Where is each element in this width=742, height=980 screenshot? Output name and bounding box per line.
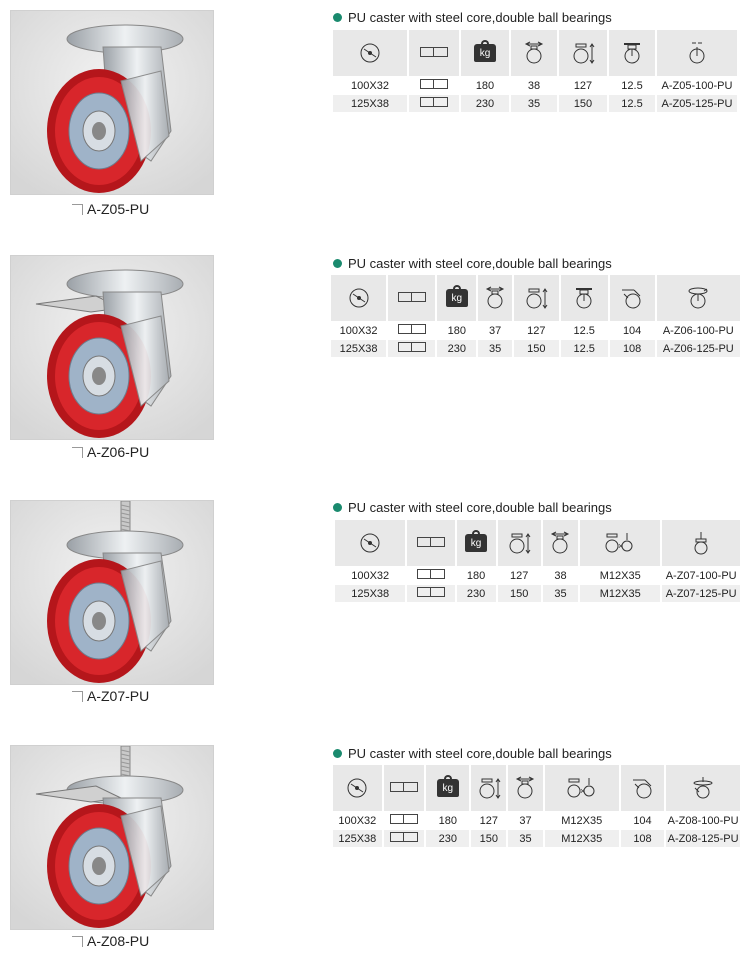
spec-row <box>331 340 741 358</box>
spec-cell: 125X38 <box>335 585 406 603</box>
product-section <box>0 245 742 490</box>
bearing-icon <box>420 79 448 89</box>
product-caption <box>72 933 212 949</box>
height-icon <box>507 531 531 555</box>
caster-photo <box>10 10 214 195</box>
spec-cell: 38 <box>510 77 558 95</box>
caster-photo <box>10 745 214 930</box>
spec-header-cell <box>383 765 425 812</box>
spec-header-cell <box>510 30 558 77</box>
spec-header-cell <box>460 30 510 77</box>
product-name: A-Z08-PU <box>87 933 150 949</box>
spec-header-cell <box>335 520 406 567</box>
spec-header-cell <box>620 765 666 812</box>
corner-mark-icon <box>72 204 83 215</box>
product-title <box>333 746 612 761</box>
bearing-icon <box>390 832 418 842</box>
corner-mark-icon <box>72 936 83 947</box>
spec-cell: 100X32 <box>331 322 387 340</box>
spec-cell: 180 <box>436 322 477 340</box>
spec-header-cell <box>507 765 544 812</box>
wheel-icon <box>345 776 369 800</box>
thread-icon <box>567 776 597 800</box>
spec-header-cell <box>542 520 579 567</box>
width-icon <box>483 286 507 310</box>
spec-cell: 100X32 <box>333 812 383 830</box>
spec-row <box>333 812 741 830</box>
spec-cell: M12X35 <box>579 567 661 585</box>
stem-brake-icon <box>691 776 715 800</box>
spec-header-cell <box>665 765 741 812</box>
spec-table <box>331 275 742 357</box>
spec-table <box>333 765 742 847</box>
corner-mark-icon <box>72 691 83 702</box>
corner-mark-icon <box>72 447 83 458</box>
spec-cell: 35 <box>510 95 558 113</box>
spec-cell: M12X35 <box>544 812 620 830</box>
spec-cell: 12.5 <box>560 322 609 340</box>
spec-cell: 230 <box>456 585 497 603</box>
spec-table <box>335 520 742 602</box>
bearing-cell <box>406 567 455 585</box>
height-icon <box>571 41 595 65</box>
wheel-icon <box>358 41 382 65</box>
product-section <box>0 0 742 245</box>
spec-cell: 35 <box>507 830 544 848</box>
spec-cell: 230 <box>436 340 477 358</box>
spec-cell: 108 <box>609 340 656 358</box>
spec-header-cell <box>408 30 460 77</box>
spec-cell: 108 <box>620 830 666 848</box>
spec-row <box>331 322 741 340</box>
spec-cell: 38 <box>542 567 579 585</box>
spec-cell: A-Z07-100-PU <box>661 567 741 585</box>
spec-cell: 12.5 <box>560 340 609 358</box>
spec-cell: 180 <box>460 77 510 95</box>
bearing-icon <box>398 342 426 352</box>
bearing-icon <box>398 292 426 302</box>
spec-row <box>335 567 741 585</box>
spec-cell: 35 <box>542 585 579 603</box>
offset-icon <box>572 286 596 310</box>
product-name: A-Z06-PU <box>87 444 150 460</box>
product-title-text: PU caster with steel core,double ball bearings <box>348 256 612 271</box>
stem-icon <box>689 531 713 555</box>
product-title <box>333 10 612 25</box>
spec-header-cell <box>661 520 741 567</box>
width-icon <box>513 776 537 800</box>
bearing-icon <box>420 47 448 57</box>
product-name: A-Z07-PU <box>87 688 150 704</box>
bearing-icon <box>398 324 426 334</box>
product-name: A-Z05-PU <box>87 201 150 217</box>
thread-icon <box>605 531 635 555</box>
caster-photo-svg <box>11 11 213 194</box>
spec-cell: 150 <box>558 95 608 113</box>
spec-header-cell <box>579 520 661 567</box>
bearing-icon <box>390 782 418 792</box>
caster-photo-svg <box>11 746 213 929</box>
spec-cell: A-Z07-125-PU <box>661 585 741 603</box>
svg-text:×: × <box>579 786 586 796</box>
svg-text:×: × <box>618 541 624 551</box>
spec-header-cell <box>544 765 620 812</box>
product-caption <box>72 201 212 217</box>
spec-cell: A-Z06-125-PU <box>656 340 741 358</box>
bullet-dot-icon <box>333 259 342 268</box>
kg-weight-icon: kg <box>437 779 459 797</box>
spec-cell: 150 <box>513 340 560 358</box>
product-title <box>333 500 612 515</box>
spec-cell: M12X35 <box>579 585 661 603</box>
spec-header-cell <box>560 275 609 322</box>
spec-header-row <box>333 30 738 77</box>
spec-cell: 125X38 <box>331 340 387 358</box>
spec-cell: 37 <box>507 812 544 830</box>
spec-header-cell <box>387 275 436 322</box>
bearing-cell <box>406 585 455 603</box>
spec-cell: A-Z08-100-PU <box>665 812 741 830</box>
spec-cell: 100X32 <box>333 77 408 95</box>
kg-weight-icon: kg <box>474 44 496 62</box>
spec-row <box>333 77 738 95</box>
spec-cell: A-Z05-100-PU <box>656 77 738 95</box>
spec-header-cell <box>425 765 470 812</box>
spec-row <box>333 95 738 113</box>
spec-cell: 35 <box>477 340 513 358</box>
spec-cell: 127 <box>513 322 560 340</box>
spec-cell: 100X32 <box>335 567 406 585</box>
spec-header-cell <box>436 275 477 322</box>
spec-cell: 125X38 <box>333 830 383 848</box>
height-icon <box>477 776 501 800</box>
spec-header-cell <box>470 765 507 812</box>
spec-cell: 150 <box>497 585 542 603</box>
spec-cell: A-Z08-125-PU <box>665 830 741 848</box>
spec-cell: 127 <box>558 77 608 95</box>
swivel-icon <box>685 41 709 65</box>
caster-photo-svg <box>11 256 213 439</box>
bearing-cell <box>387 322 436 340</box>
spec-header-cell <box>497 520 542 567</box>
caster-photo-svg <box>11 501 213 684</box>
brake-icon <box>631 776 655 800</box>
bullet-dot-icon <box>333 13 342 22</box>
spec-row <box>335 585 741 603</box>
spec-header-cell <box>406 520 455 567</box>
spec-cell: 180 <box>456 567 497 585</box>
bearing-cell <box>387 340 436 358</box>
product-title-text: PU caster with steel core,double ball bearings <box>348 500 612 515</box>
spec-header-row <box>331 275 741 322</box>
spec-cell: 180 <box>425 812 470 830</box>
spec-cell: M12X35 <box>544 830 620 848</box>
kg-weight-icon: kg <box>446 289 468 307</box>
spec-cell: 12.5 <box>608 77 656 95</box>
height-icon <box>524 286 548 310</box>
caster-photo <box>10 500 214 685</box>
spec-header-cell <box>477 275 513 322</box>
bullet-dot-icon <box>333 503 342 512</box>
spec-cell: 104 <box>609 322 656 340</box>
spec-table <box>333 30 739 112</box>
bearing-icon <box>417 537 445 547</box>
spec-header-cell <box>333 30 408 77</box>
product-title-text: PU caster with steel core,double ball bearings <box>348 746 612 761</box>
spec-cell: 125X38 <box>333 95 408 113</box>
spec-header-cell <box>456 520 497 567</box>
width-icon <box>522 41 546 65</box>
bearing-cell <box>383 830 425 848</box>
spec-header-cell <box>656 275 741 322</box>
spec-cell: 127 <box>497 567 542 585</box>
spec-header-row <box>335 520 741 567</box>
swivel-brake-icon <box>686 286 710 310</box>
spec-header-cell <box>608 30 656 77</box>
product-section <box>0 735 742 980</box>
spec-header-cell <box>331 275 387 322</box>
spec-header-cell <box>513 275 560 322</box>
spec-header-cell <box>609 275 656 322</box>
bearing-icon <box>417 587 445 597</box>
spec-cell: 230 <box>425 830 470 848</box>
kg-weight-icon: kg <box>465 534 487 552</box>
spec-header-cell <box>558 30 608 77</box>
spec-cell: 127 <box>470 812 507 830</box>
product-caption <box>72 444 212 460</box>
spec-header-cell <box>656 30 738 77</box>
bearing-cell <box>408 95 460 113</box>
product-title <box>333 256 612 271</box>
wheel-icon <box>358 531 382 555</box>
bearing-cell <box>408 77 460 95</box>
spec-cell: 150 <box>470 830 507 848</box>
wheel-icon <box>347 286 371 310</box>
width-icon <box>548 531 572 555</box>
bearing-cell <box>383 812 425 830</box>
spec-cell: 230 <box>460 95 510 113</box>
bearing-icon <box>417 569 445 579</box>
offset-icon <box>620 41 644 65</box>
bearing-icon <box>420 97 448 107</box>
bearing-icon <box>390 814 418 824</box>
spec-cell: 104 <box>620 812 666 830</box>
spec-header-row <box>333 765 741 812</box>
spec-cell: A-Z05-125-PU <box>656 95 738 113</box>
brake-icon <box>620 286 644 310</box>
spec-header-cell <box>333 765 383 812</box>
product-caption <box>72 688 212 704</box>
product-section <box>0 490 742 735</box>
spec-row <box>333 830 741 848</box>
product-title-text: PU caster with steel core,double ball bearings <box>348 10 612 25</box>
bullet-dot-icon <box>333 749 342 758</box>
spec-cell: 37 <box>477 322 513 340</box>
caster-photo <box>10 255 214 440</box>
spec-cell: 12.5 <box>608 95 656 113</box>
spec-cell: A-Z06-100-PU <box>656 322 741 340</box>
